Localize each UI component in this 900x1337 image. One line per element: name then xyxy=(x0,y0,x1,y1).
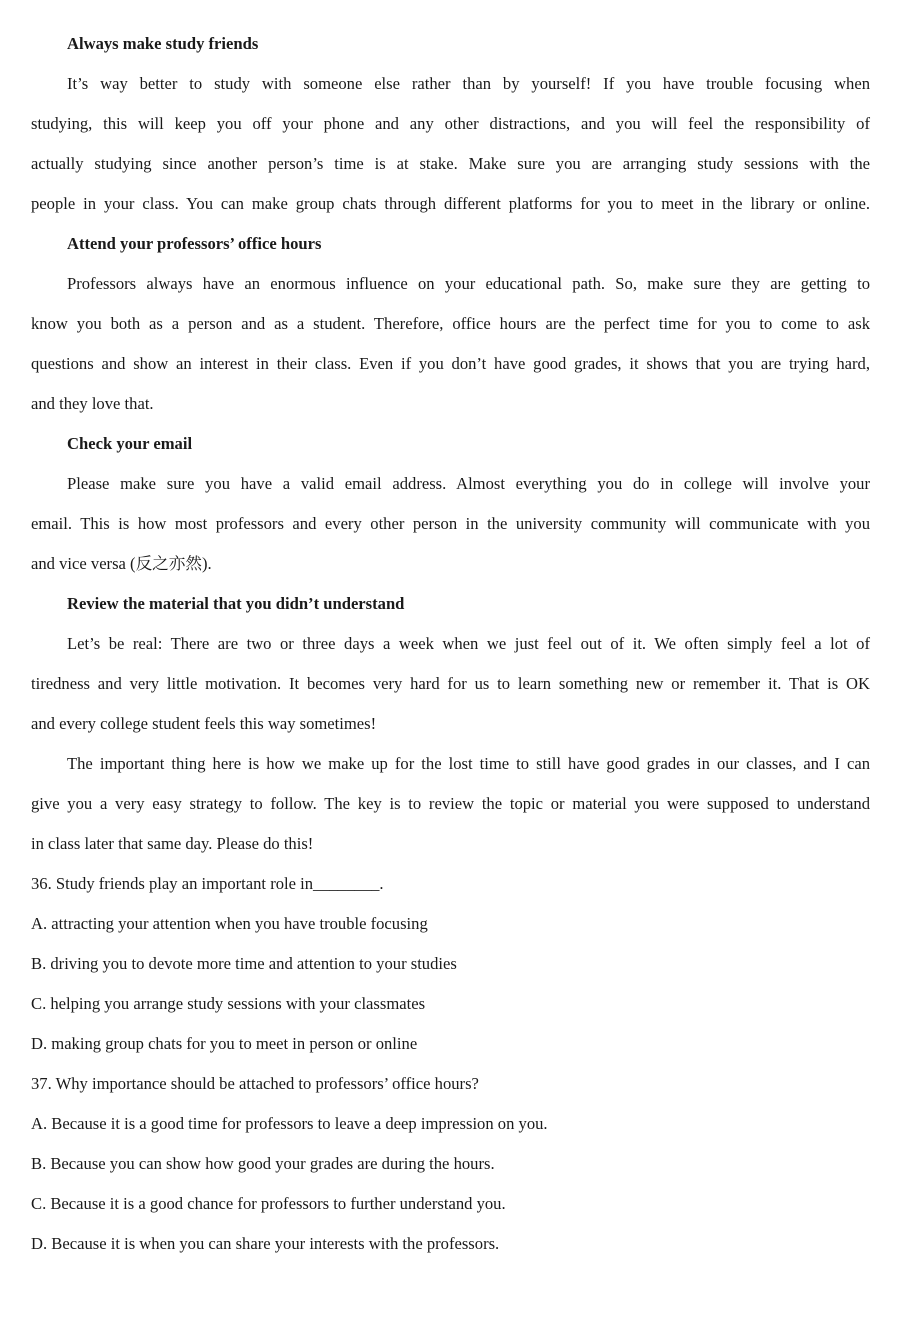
question-option: D. making group chats for you to meet in person or online xyxy=(31,1034,418,1053)
question-option: A. attracting your attention when you have trouble focusing xyxy=(31,914,428,933)
paragraph-line: know you both as a person and as a student. Therefore, office hours are the perfect time for you to come to ask xyxy=(31,314,870,333)
paragraph-line: and every college student feels this way sometimes! xyxy=(31,714,377,733)
paragraph-line: questions and show an interest in their class. Even if you don’t have good grades, it shows that you are trying hard, xyxy=(31,354,870,373)
question-option: D. Because it is when you can share your interests with the professors. xyxy=(31,1234,500,1253)
question-stem: 36. Study friends play an important role in________. xyxy=(31,874,384,893)
paragraph-line: Professors always have an enormous influence on your educational path. So, make sure they are getting to xyxy=(67,274,870,293)
paragraph-line: It’s way better to study with someone else rather than by yourself! If you have trouble focusing when xyxy=(67,74,870,93)
paragraph-line: studying, this will keep you off your phone and any other distractions, and you will feel the responsibility of xyxy=(31,114,870,133)
paragraph-line: tiredness and very little motivation. It becomes very hard for us to learn something new or remember it. That is OK xyxy=(31,674,870,693)
section-heading: Attend your professors’ office hours xyxy=(67,234,322,253)
question-option: C. helping you arrange study sessions with your classmates xyxy=(31,994,426,1013)
paragraph-line: people in your class. You can make group chats through different platforms for you to meet in the library or online. xyxy=(31,194,870,213)
paragraph-line: The important thing here is how we make up for the lost time to still have good grades in our classes, and I can xyxy=(67,754,870,773)
question-stem: 37. Why importance should be attached to professors’ office hours? xyxy=(31,1074,479,1093)
paragraph-line: Please make sure you have a valid email address. Almost everything you do in college will involve your xyxy=(67,474,870,493)
question-option: C. Because it is a good chance for professors to further understand you. xyxy=(31,1194,506,1213)
section-heading: Review the material that you didn’t understand xyxy=(67,594,405,613)
paragraph-line: actually studying since another person’s time is at stake. Make sure you are arranging study sessions with the xyxy=(31,154,870,173)
section-heading: Always make study friends xyxy=(67,34,259,53)
question-option: B. Because you can show how good your grades are during the hours. xyxy=(31,1154,495,1173)
question-option: A. Because it is a good time for professors to leave a deep impression on you. xyxy=(31,1114,548,1133)
paragraph-line: and they love that. xyxy=(31,394,154,413)
paragraph-line: give you a very easy strategy to follow. The key is to review the topic or material you were supposed to understand xyxy=(31,794,870,813)
paragraph-line: Let’s be real: There are two or three days a week when we just feel out of it. We often simply feel a lot of xyxy=(67,634,870,653)
section-heading: Check your email xyxy=(67,434,193,453)
paragraph-line: email. This is how most professors and every other person in the university community will communicate with you xyxy=(31,514,870,533)
question-option: B. driving you to devote more time and attention to your studies xyxy=(31,954,457,973)
paragraph-line: in class later that same day. Please do this! xyxy=(31,834,314,853)
paragraph-line: and vice versa (反之亦然). xyxy=(31,554,212,573)
